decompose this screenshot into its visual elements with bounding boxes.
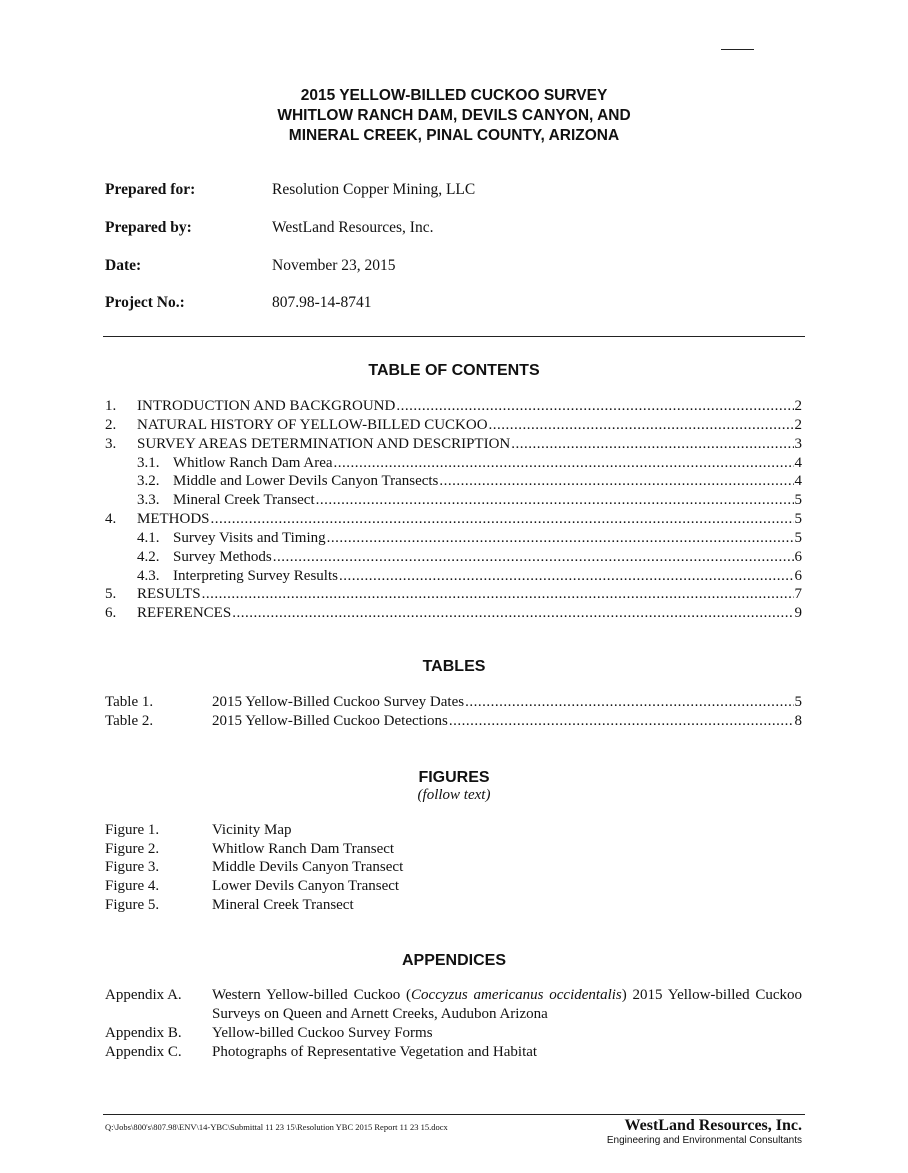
toc-number: 3.1. [137,455,160,471]
table-entry[interactable] [105,693,802,712]
toc-entry[interactable] [105,567,802,586]
toc-label: Survey Visits and Timing [173,530,326,546]
meta-value: Resolution Copper Mining, LLC [272,181,476,198]
toc-label: Interpreting Survey Results [173,568,338,584]
toc-leader [439,472,793,491]
toc-label: SURVEY AREAS DETERMINATION AND DESCRIPTION [137,436,511,452]
appendix-text [212,986,802,1024]
toc-leader [327,529,794,548]
toc-label: NATURAL HISTORY OF YELLOW-BILLED CUCKOO [137,417,488,433]
toc-page: 4 [794,473,802,489]
toc-leader [396,397,793,416]
meta-project-no [105,294,805,316]
figure-number: Figure 1. [105,822,160,838]
toc-label: Survey Methods [173,549,272,565]
footer-divider [103,1114,805,1115]
table-page: 5 [794,694,802,710]
toc-leader [339,567,794,586]
meta-value: November 23, 2015 [272,257,396,274]
appendix-text-post: ) 2015 Yellow-billed Cuckoo Surveys on Queen and Arnett Creeks, Audubon Arizona [212,987,803,1022]
meta-prepared-for [105,181,805,203]
toc-leader [334,454,794,473]
footer-tagline: Engineering and Environmental Consultants [606,1135,802,1146]
table-number: Table 1. [105,694,154,710]
top-mark-line [721,49,754,50]
meta-value: 807.98-14-8741 [272,294,372,311]
appendices-heading: APPENDICES [401,952,507,969]
appendix-text: Photographs of Representative Vegetation and Habitat [212,1044,538,1060]
toc-label: METHODS [137,511,210,527]
meta-label: Date: [105,257,142,274]
toc-number: 4.1. [137,530,160,546]
toc-number: 2. [105,417,117,433]
figure-label: Whitlow Ranch Dam Transect [212,841,395,857]
meta-label: Prepared by: [105,219,192,236]
table-label: 2015 Yellow-Billed Cuckoo Survey Dates [212,694,465,710]
toc-leader [273,548,794,567]
toc-number: 6. [105,605,117,621]
table-page: 8 [794,713,802,729]
figure-label: Mineral Creek Transect [212,897,354,913]
toc-entry[interactable] [105,585,802,604]
toc-page: 3 [794,436,802,452]
figure-entry[interactable] [105,877,802,896]
title-line-1: 2015 YELLOW-BILLED CUCKOO SURVEY [300,87,608,104]
figure-label: Vicinity Map [212,822,292,838]
toc-page: 2 [794,417,802,433]
table-leader [465,693,793,712]
toc-page: 4 [794,455,802,471]
toc-page: 5 [794,530,802,546]
figure-number: Figure 4. [105,878,160,894]
footer-file-path: Q:\Jobs\800's\807.98\ENV\14-YBC\Submittal 11 23 15\Resolution YBC 2015 Report 11 23 15.docx [105,1122,448,1132]
figure-number: Figure 5. [105,897,160,913]
section-divider [103,336,805,337]
toc-entry[interactable] [105,604,802,623]
toc-number: 4. [105,511,117,527]
toc-number: 3.3. [137,492,160,508]
title-line-2: WHITLOW RANCH DAM, DEVILS CANYON, AND [277,107,631,124]
meta-label: Prepared for: [105,181,196,198]
toc-leader [211,510,794,529]
figures-note: (follow text) [417,787,491,803]
title-line-3: MINERAL CREEK, PINAL COUNTY, ARIZONA [288,127,620,144]
toc-page: 6 [794,549,802,565]
toc-number: 3. [105,436,117,452]
toc-label: Mineral Creek Transect [173,492,315,508]
table-number: Table 2. [105,713,154,729]
figure-entry[interactable] [105,840,802,859]
figure-label: Lower Devils Canyon Transect [212,878,400,894]
toc-label: REFERENCES [137,605,232,621]
report-title [0,86,908,146]
toc-number: 4.3. [137,568,160,584]
figure-label: Middle Devils Canyon Transect [212,859,404,875]
toc-entry[interactable] [105,472,802,491]
appendix-entry-b[interactable] [105,1024,802,1043]
toc-page: 6 [794,568,802,584]
footer-company-name: WestLand Resources, Inc. [624,1117,802,1134]
toc-entry[interactable] [105,491,802,510]
table-leader [449,712,794,731]
toc-leader [511,435,793,454]
toc-entry[interactable] [105,454,802,473]
figure-entry[interactable] [105,858,802,877]
table-entry[interactable] [105,712,802,731]
figures-heading: FIGURES [418,769,490,786]
toc-number: 5. [105,586,117,602]
toc-page: 5 [794,492,802,508]
table-label: 2015 Yellow-Billed Cuckoo Detections [212,713,448,729]
figure-number: Figure 2. [105,841,160,857]
toc-entry[interactable] [105,397,802,416]
toc-label: Whitlow Ranch Dam Area [173,455,333,471]
tables-heading: TABLES [422,658,486,675]
meta-label: Project No.: [105,294,185,311]
toc-page: 7 [794,586,802,602]
toc-number: 1. [105,398,117,414]
toc-entry[interactable] [105,435,802,454]
toc-entry[interactable] [105,548,802,567]
appendix-text-pre: Western Yellow-billed Cuckoo ( [212,987,412,1003]
figure-entry[interactable] [105,821,802,840]
appendix-entry-c[interactable] [105,1043,802,1062]
figure-number: Figure 3. [105,859,160,875]
toc-leader [316,491,794,510]
appendix-text: Yellow-billed Cuckoo Survey Forms [212,1025,433,1041]
appendix-text-species: Coccyzus americanus occidentalis [411,987,622,1003]
toc-entry[interactable] [105,510,802,529]
toc-leader [489,416,794,435]
appendix-number: Appendix C. [105,1044,182,1060]
figure-entry[interactable] [105,896,802,915]
toc-heading: TABLE OF CONTENTS [368,362,540,379]
toc-entry[interactable] [105,416,802,435]
toc-number: 4.2. [137,549,160,565]
meta-date [105,257,805,279]
toc-leader [202,585,794,604]
toc-label: INTRODUCTION AND BACKGROUND [137,398,396,414]
toc-page: 2 [794,398,802,414]
toc-number: 3.2. [137,473,160,489]
toc-page: 5 [794,511,802,527]
toc-label: Middle and Lower Devils Canyon Transects [173,473,439,489]
toc-page: 9 [794,605,802,621]
toc-label: RESULTS [137,586,201,602]
appendix-entry-a[interactable] [105,986,802,1024]
meta-value: WestLand Resources, Inc. [272,219,434,236]
figures-note-text: follow text [422,787,486,803]
toc-entry[interactable] [105,529,802,548]
toc-leader [232,604,793,623]
appendix-number: Appendix A. [105,987,182,1003]
meta-prepared-by [105,219,805,241]
appendix-number: Appendix B. [105,1025,182,1041]
